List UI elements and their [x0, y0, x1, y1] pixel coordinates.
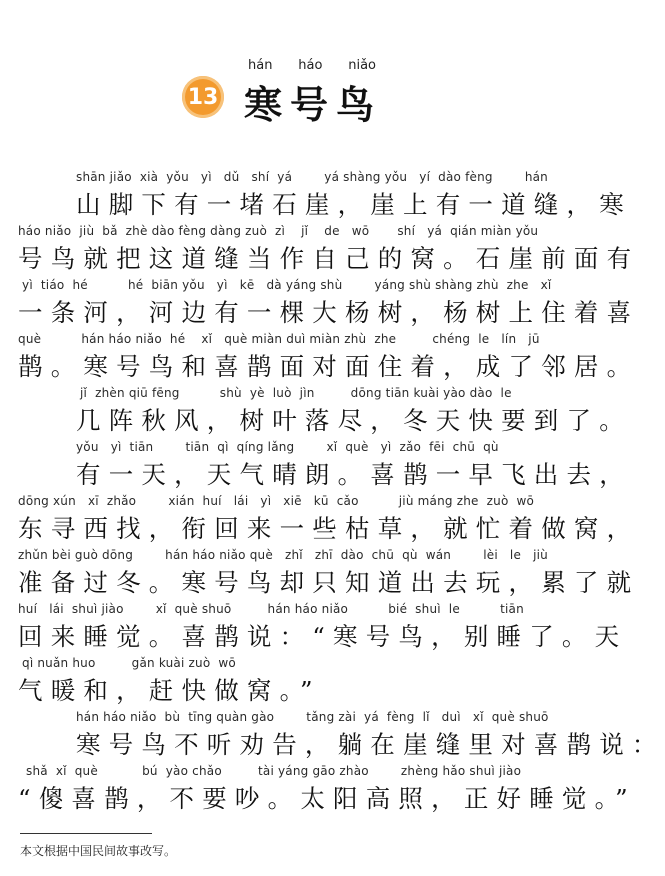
hanzi-row: 几阵秋风，树叶落尽，冬天快要到了。 — [76, 406, 632, 435]
passage-line — [18, 494, 640, 546]
hanzi-row: 一条河，河边有一棵大杨树，杨树上住着喜 — [18, 298, 640, 327]
footnote: 本文根据中国民间故事改写。 — [20, 844, 177, 858]
hanzi-row: 有一天，天气晴朗。喜鹊一早飞出去， — [76, 460, 632, 489]
pinyin-row: zhǔn bèi guò dōng hán háo niǎo què zhǐ zhī dào chū qù wán lèi le jiù — [18, 548, 548, 562]
pinyin-row: shān jiǎo xià yǒu yì dǔ shí yá yá shàng yǒu yí dào fèng hán — [76, 170, 548, 184]
title-pinyin-syllable: niǎo — [348, 58, 376, 73]
pinyin-row: yǒu yì tiān tiān qì qíng lǎng xǐ què yì zǎo fēi chū qù — [76, 440, 499, 454]
pinyin-row: yì tiáo hé hé biān yǒu yì kē dà yáng shù yáng shù shàng zhù zhe xǐ — [18, 278, 552, 292]
passage-line — [76, 440, 632, 492]
hanzi-row: 气暖和，赶快做窝。” — [18, 676, 321, 705]
passage-line — [18, 332, 640, 384]
hanzi-row: 准备过冬。寒号鸟却只知道出去玩，累了就 — [18, 568, 640, 597]
title-pinyin — [242, 58, 382, 73]
hanzi-row: 寒号鸟不听劝告，躺在崖缝里对喜鹊说： — [76, 730, 665, 759]
lesson-title-block — [182, 58, 422, 127]
lesson-number-badge: 13 — [182, 76, 224, 118]
pinyin-row: dōng xún xī zhǎo xián huí lái yì xiē kū cǎo jiù máng zhe zuò wō — [18, 494, 535, 508]
pinyin-row: háo niǎo jiù bǎ zhè dào fèng dàng zuò zì jǐ de wō shí yá qián miàn yǒu — [18, 224, 539, 238]
hanzi-row: 回来睡觉。喜鹊说：“寒号鸟，别睡了。天 — [18, 622, 628, 651]
pinyin-row: què hán háo niǎo hé xǐ què miàn duì miàn zhù zhe chéng le lín jū — [18, 332, 540, 346]
title-pinyin-syllable: hán — [248, 58, 273, 73]
pinyin-row: huí lái shuì jiào xǐ què shuō hán háo niǎo bié shuì le tiān — [18, 602, 524, 616]
passage-line — [18, 224, 640, 276]
pinyin-row: jǐ zhèn qiū fēng shù yè luò jìn dōng tiān kuài yào dào le — [76, 386, 512, 400]
passage-line — [18, 548, 640, 600]
pinyin-row: shǎ xǐ què bú yào chǎo tài yáng gāo zhào zhèng hǎo shuì jiào — [18, 764, 522, 778]
hanzi-row: 鹊。寒号鸟和喜鹊面对面住着，成了邻居。 — [18, 352, 640, 381]
lesson-title: 寒号鸟 — [244, 82, 383, 127]
hanzi-row: 号鸟就把这道缝当作自己的窝。石崖前面有 — [18, 244, 640, 273]
hanzi-row: 山脚下有一堵石崖，崖上有一道缝，寒 — [76, 190, 632, 219]
passage-line — [18, 278, 640, 330]
hanzi-row: 东寻西找，衔回来一些枯草，就忙着做窝， — [18, 514, 640, 543]
pinyin-row: qì nuǎn huo gǎn kuài zuò wō — [18, 656, 236, 670]
title-pinyin-syllable: háo — [298, 58, 323, 73]
passage-line — [76, 170, 632, 222]
passage-line — [76, 386, 632, 438]
passage-line — [18, 602, 628, 654]
passage-line — [18, 764, 636, 816]
footnote-divider — [20, 833, 152, 834]
pinyin-row: hán háo niǎo bù tīng quàn gào tǎng zài yá fèng lǐ duì xǐ què shuō — [76, 710, 549, 724]
hanzi-row: “傻喜鹊，不要吵。太阳高照，正好睡觉。” — [18, 784, 636, 813]
passage-line — [18, 656, 578, 708]
passage-line — [76, 710, 665, 762]
